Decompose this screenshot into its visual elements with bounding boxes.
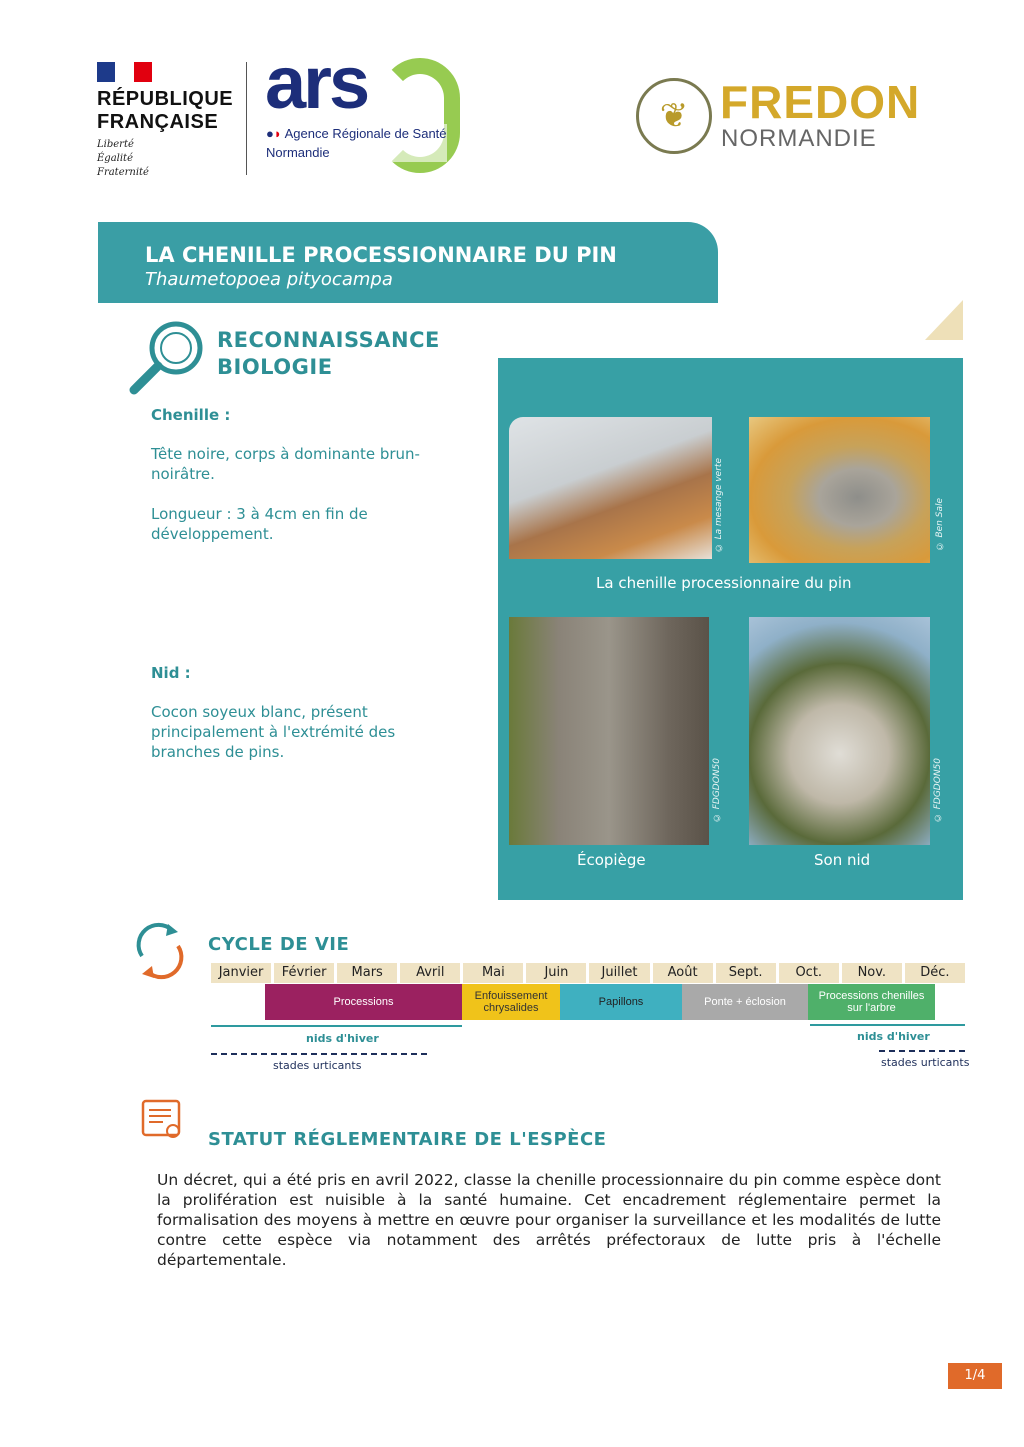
nids-hiver-line <box>810 1024 965 1026</box>
moth-photo <box>749 417 930 563</box>
ars-region: Normandie <box>266 145 330 160</box>
phase-processions-arbre: Processions chenilles sur l'arbre <box>808 984 935 1020</box>
photo-credit: © FDGDON50 <box>712 758 722 823</box>
corner-decoration <box>925 300 963 340</box>
section-title-biologie: BIOLOGIE <box>217 355 333 379</box>
month: Février <box>274 963 334 983</box>
photo-credit: © FDGDON50 <box>933 758 943 823</box>
nid-description: Cocon soyeux blanc, présent principalement à l'extrémité des branches de pins. <box>151 703 396 761</box>
french-flag-icon <box>97 62 152 82</box>
month: Avril <box>400 963 460 983</box>
section-title-reconnaissance: RECONNAISSANCE <box>217 328 440 352</box>
month: Mars <box>337 963 397 983</box>
nids-hiver-line <box>211 1025 462 1027</box>
chenille-description: Tête noire, corps à dominante brun-noirâtre. <box>151 445 420 483</box>
nids-label: nids d'hiver <box>857 1030 930 1043</box>
month: Janvier <box>211 963 271 983</box>
ars-agency: Agence Régionale de Santé <box>284 126 447 141</box>
month: Juillet <box>589 963 649 983</box>
cycle-arrows-icon <box>130 920 190 982</box>
motto: Liberté <box>97 139 134 150</box>
nest-photo <box>749 617 930 845</box>
motto: Fraternité <box>97 167 149 178</box>
page-number: 1/4 <box>948 1363 1002 1389</box>
urticants-label: stades urticants <box>273 1059 362 1072</box>
photo-credit: © Ben Sale <box>935 498 945 551</box>
magnifier-icon <box>128 318 208 398</box>
ars-logo: ars <box>265 41 368 124</box>
ecopiege-photo <box>509 617 709 845</box>
caption-top: La chenille processionnaire du pin <box>596 574 852 592</box>
motto: Égalité <box>97 153 133 164</box>
caption-nid: Son nid <box>814 851 871 869</box>
caterpillar-photo <box>509 417 712 559</box>
ars-subtitle: ●◗ Agence Régionale de Santé Normandie <box>266 126 447 160</box>
month: Nov. <box>842 963 902 983</box>
cycle-title: CYCLE DE VIE <box>208 934 350 955</box>
rf-name-line1: RÉPUBLIQUE <box>97 88 234 110</box>
rf-name-line2: FRANÇAISE <box>97 111 219 133</box>
phase-papillons: Papillons <box>560 984 682 1020</box>
photo-panel <box>498 358 963 900</box>
urticants-line <box>879 1050 965 1052</box>
fredon-region: NORMANDIE <box>721 125 877 152</box>
photo-credit: © La mesange verte <box>714 458 724 553</box>
month: Août <box>653 963 713 983</box>
fredon-name: FREDON <box>720 76 921 128</box>
divider <box>246 62 247 175</box>
chenille-length: Longueur : 3 à 4cm en fin de développement. <box>151 505 368 543</box>
month: Sept. <box>716 963 776 983</box>
urticants-label: stades urticants <box>881 1056 970 1069</box>
month: Oct. <box>779 963 839 983</box>
phase-enfouissement: Enfouissement chrysalides <box>462 984 560 1020</box>
nid-label: Nid : <box>151 664 191 682</box>
chenille-label: Chenille : <box>151 406 231 424</box>
decree-scroll-icon <box>135 1095 189 1143</box>
statut-text: Un décret, qui a été pris en avril 2022, classe la chenille processionnaire du pin comme espèce dont la prolifération est nuisible à la santé humaine. Cet encadrement réglementaire permet la formalisation des moyens à mettre en œuvre pour organiser la surveillance et les modalités de lutte contre cette espèce via notamment des arrêtés préfectoraux de lutte pris à l'échelle départementale. <box>157 1171 941 1269</box>
scientific-name: Thaumetopoea pityocampa <box>145 269 393 290</box>
page-title: LA CHENILLE PROCESSIONNAIRE DU PIN <box>145 243 617 267</box>
month: Juin <box>526 963 586 983</box>
month: Mai <box>463 963 523 983</box>
caption-ecopiege: Écopiège <box>577 851 646 869</box>
month: Déc. <box>905 963 965 983</box>
phase-processions: Processions <box>265 984 462 1020</box>
fredon-leaf-icon: ❦ <box>636 78 712 154</box>
statut-title: STATUT RÉGLEMENTAIRE DE L'ESPÈCE <box>208 1129 607 1150</box>
urticants-line <box>211 1053 427 1055</box>
nids-label: nids d'hiver <box>306 1032 379 1045</box>
republique-francaise-logo <box>97 62 233 180</box>
phase-ponte: Ponte + éclosion <box>682 984 808 1020</box>
title-banner <box>98 222 718 303</box>
month-row <box>211 963 965 983</box>
